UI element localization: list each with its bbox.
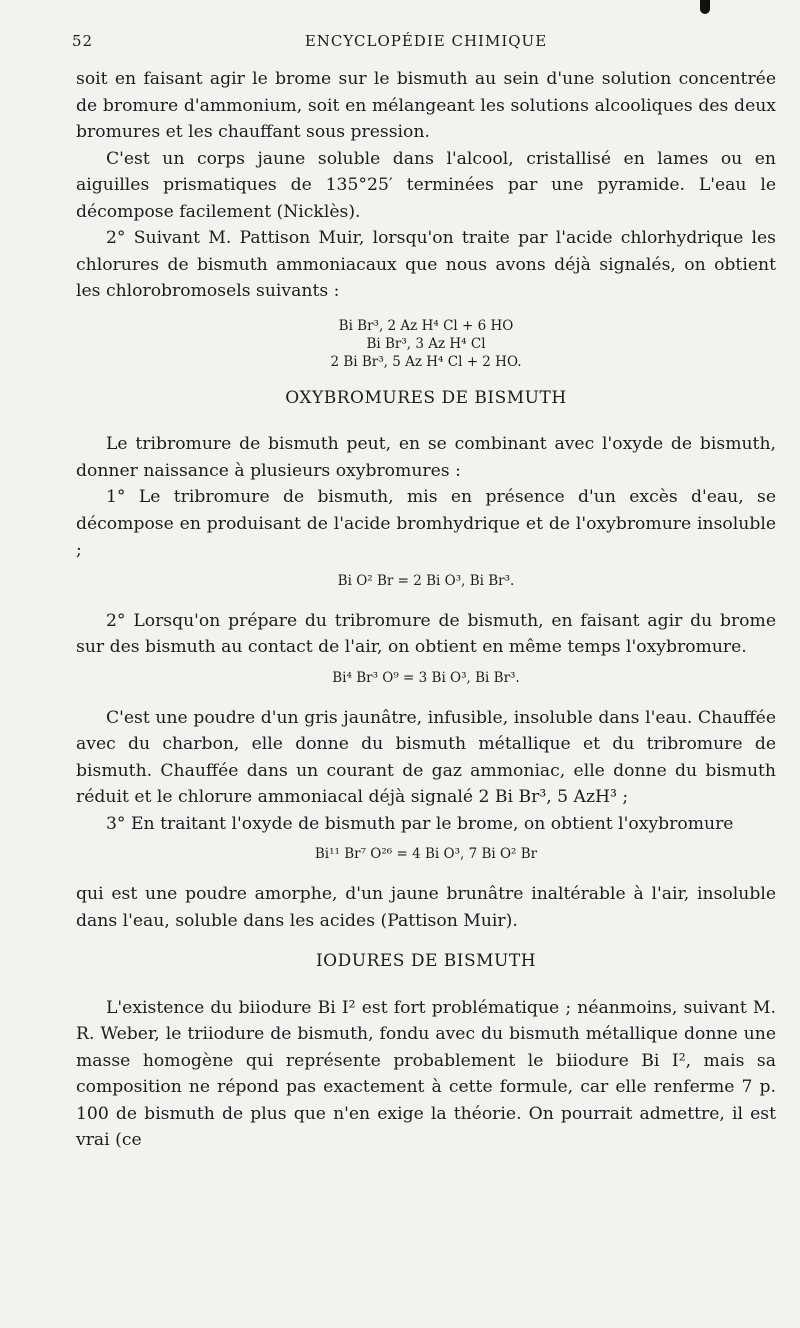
running-title: ENCYCLOPÉDIE CHIMIQUE: [304, 32, 548, 50]
paragraph-5: 1° Le tribromure de bismuth, mis en présence d'un excès d'eau, se décompose en produisant de l'acide bromhydrique et de l'oxybromure insoluble ;: [76, 487, 776, 560]
page-body: [76, 66, 776, 1154]
paragraph-10: L'existence du biiodure Bi I² est fort problématique ; néanmoins, suivant M. R. Weber, le triiodure de bismuth, fondu avec du bismuth métallique donne une masse homogène qui représente probablement le biiodure Bi I², mais sa composition ne répond pas exactement à cette formule, car elle renferme 7 p. 100 de bismuth de plus que n'en exige la théorie. On pourrait admettre, il est vrai (ce: [76, 997, 776, 1150]
paragraph-3: 2° Suivant M. Pattison Muir, lorsqu'on traite par l'acide chlorhydrique les chlorures de bismuth ammoniacaux que nous avons déjà signalés, on obtient les chlorobromosels suivants :: [76, 228, 776, 301]
paragraph-4: Le tribromure de bismuth peut, en se combinant avec l'oxyde de bismuth, donner naissance à plusieurs oxybromures :: [76, 434, 776, 481]
formula-4: Bi O² Br = 2 Bi O³, Bi Br³.: [337, 572, 515, 589]
paragraph-7: C'est une poudre d'un gris jaunâtre, infusible, insoluble dans l'eau. Chauffée avec du charbon, elle donne du bismuth métallique et du tribromure de bismuth. Chauffée dans un courant de gaz ammoniac, elle donne du bismuth réduit et le chlorure ammoniacal déjà signalé 2 Bi Br³, 5 AzH³ ;: [76, 707, 776, 807]
page-number: 52: [72, 32, 94, 50]
section-heading-oxybromures: OXYBROMURES DE BISMUTH: [285, 387, 567, 408]
running-header: [72, 30, 780, 54]
paragraph-6: 2° Lorsqu'on prépare du tribromure de bismuth, en faisant agir du brome sur des bismuth au contact de l'air, on obtient en même temps l'oxybromure.: [76, 610, 776, 657]
paragraph-2: C'est un corps jaune soluble dans l'alcool, cristallisé en lames ou en aiguilles prismatiques de 135°25′ terminées par une pyramide. L'eau le décompose facilement (Nicklès).: [76, 148, 776, 222]
formula-3: 2 Bi Br³, 5 Az H⁴ Cl + 2 HO.: [330, 353, 522, 370]
section-heading-iodures: IODURES DE BISMUTH: [315, 951, 537, 971]
chlorobromosel-formulas: [76, 317, 776, 371]
ink-spot: [700, 0, 710, 14]
paragraph-1: soit en faisant agir le brome sur le bismuth au sein d'une solution concentrée de bromure d'ammonium, soit en mélangeant les solutions alcooliques des deux bromures et les chauffant sous pression.: [76, 69, 776, 142]
paragraph-8: 3° En traitant l'oxyde de bismuth par le brome, on obtient l'oxybromure: [106, 813, 734, 834]
paragraph-9: qui est une poudre amorphe, d'un jaune brunâtre inaltérable à l'air, insoluble dans l'eau, soluble dans les acides (Pattison Muir).: [76, 884, 776, 931]
formula-5: Bi⁴ Br³ O⁹ = 3 Bi O³, Bi Br³.: [332, 669, 520, 686]
formula-6: Bi¹¹ Br⁷ O²⁶ = 4 Bi O³, 7 Bi O² Br: [314, 846, 538, 862]
formula-2: Bi Br³, 3 Az H⁴ Cl: [366, 335, 486, 352]
formula-1: Bi Br³, 2 Az H⁴ Cl + 6 HO: [338, 317, 514, 334]
